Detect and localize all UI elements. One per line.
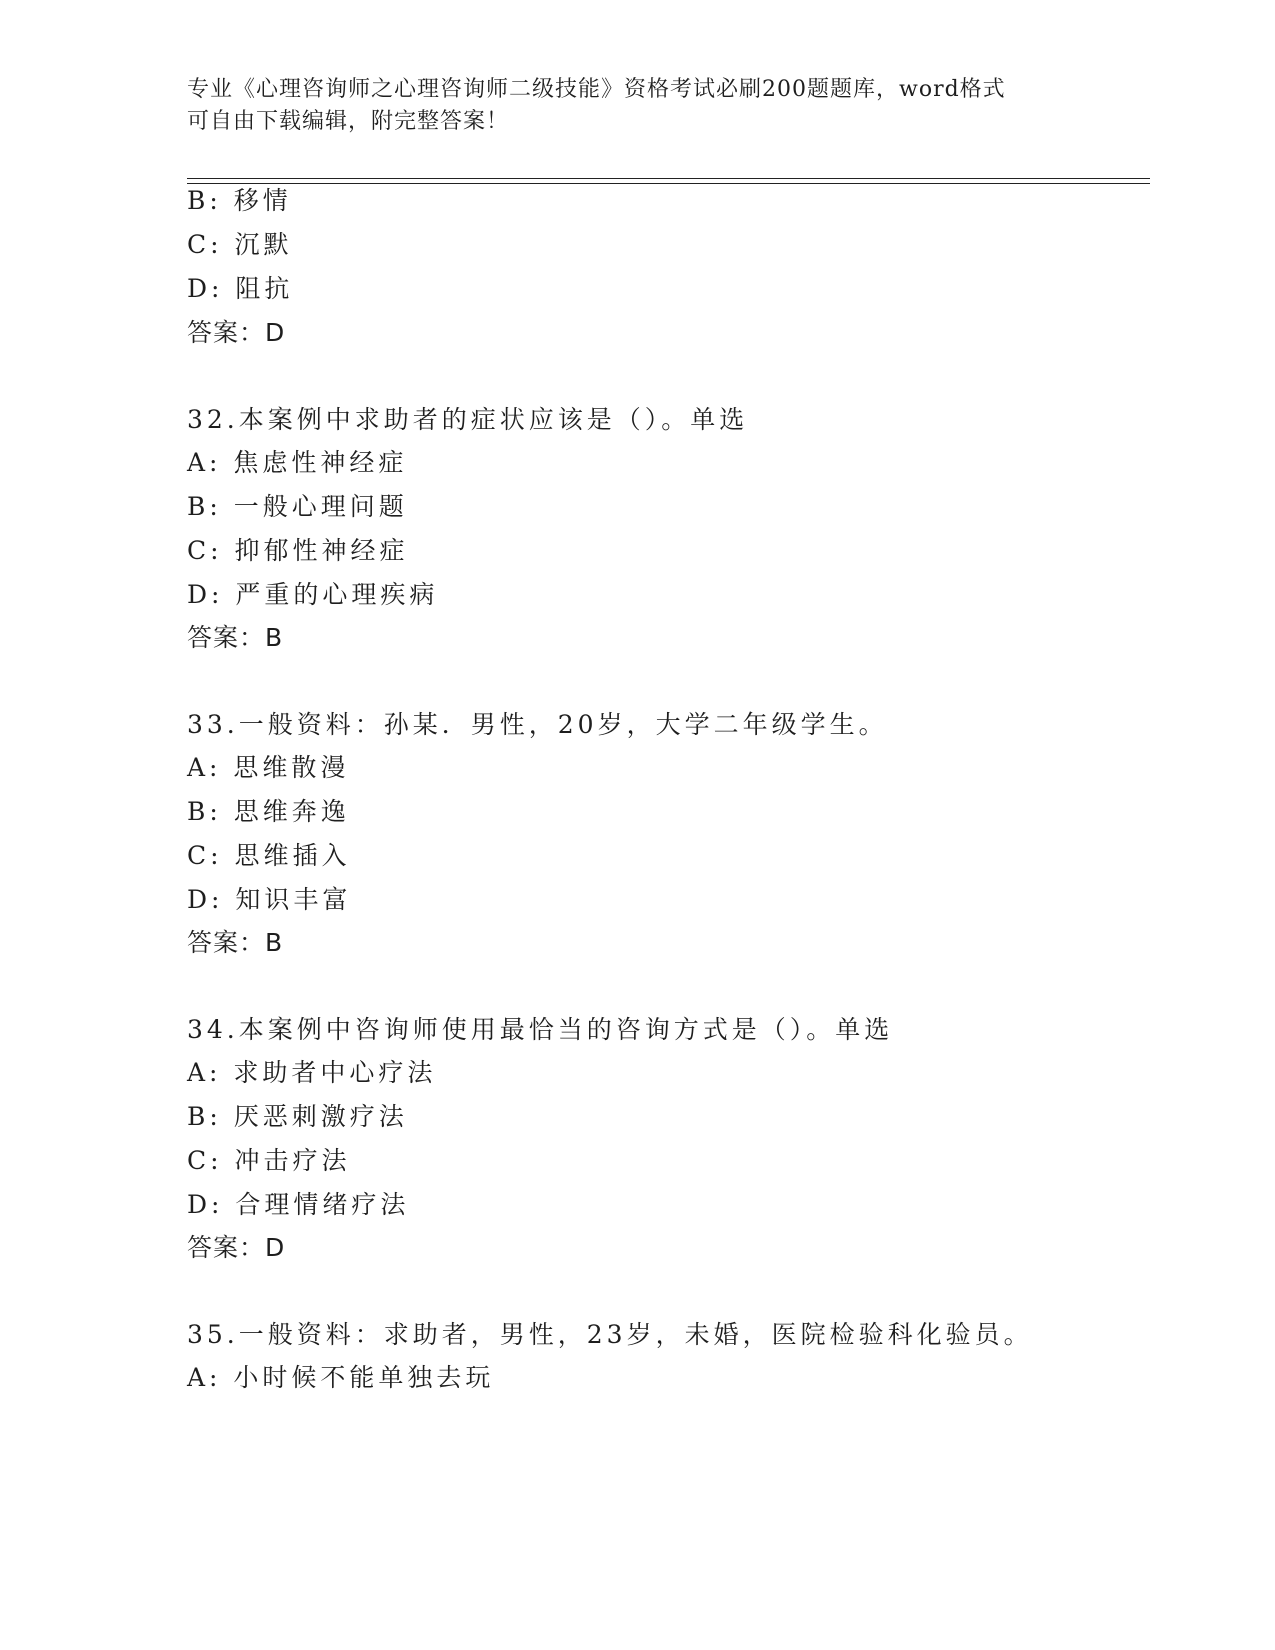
q32-option-d: D: 严重的心理疾病 bbox=[187, 580, 439, 609]
q34-answer: 答案：D bbox=[187, 1233, 286, 1262]
q33-option-d: D: 知识丰富 bbox=[187, 885, 352, 914]
q32-option-a: A: 焦虑性神经症 bbox=[187, 448, 408, 477]
header-divider-bottom bbox=[187, 183, 1150, 184]
q33-option-c: C: 思维插入 bbox=[187, 841, 351, 870]
q31-answer: 答案：D bbox=[187, 318, 286, 347]
q34-option-d: D: 合理情绪疗法 bbox=[187, 1190, 410, 1219]
document-header bbox=[187, 74, 1087, 138]
header-divider-top bbox=[187, 178, 1150, 179]
q31-option-c: C: 沉默 bbox=[187, 230, 293, 259]
q32-answer: 答案：B bbox=[187, 623, 284, 652]
q33-option-b: B: 思维奔逸 bbox=[187, 797, 350, 826]
q34-stem: 34.本案例中咨询师使用最恰当的咨询方式是（）。单选 bbox=[187, 1015, 894, 1044]
q31-option-d: D: 阻抗 bbox=[187, 274, 294, 303]
q33-option-a: A: 思维散漫 bbox=[187, 753, 350, 782]
q33-answer: 答案：B bbox=[187, 928, 284, 957]
q32-stem: 32.本案例中求助者的症状应该是（）。单选 bbox=[187, 405, 749, 434]
q34-option-c: C: 冲击疗法 bbox=[187, 1146, 351, 1175]
header-line-2: 可自由下载编辑，附完整答案！ bbox=[187, 109, 510, 134]
q34-option-b: B: 厌恶刺激疗法 bbox=[187, 1102, 408, 1131]
q33-stem: 33.一般资料：孙某．男性，20岁，大学二年级学生。 bbox=[187, 710, 888, 739]
q35-option-a: A: 小时候不能单独去玩 bbox=[187, 1363, 495, 1392]
q35-stem: 35.一般资料：求助者，男性，23岁，未婚，医院检验科化验员。 bbox=[187, 1320, 1033, 1349]
q31-option-b: B: 移情 bbox=[187, 186, 292, 215]
q32-option-c: C: 抑郁性神经症 bbox=[187, 536, 409, 565]
q32-option-b: B: 一般心理问题 bbox=[187, 492, 408, 521]
header-line-1: 专业《心理咨询师之心理咨询师二级技能》资格考试必刷200题题库，word格式 bbox=[187, 77, 1006, 102]
q34-option-a: A: 求助者中心疗法 bbox=[187, 1058, 437, 1087]
